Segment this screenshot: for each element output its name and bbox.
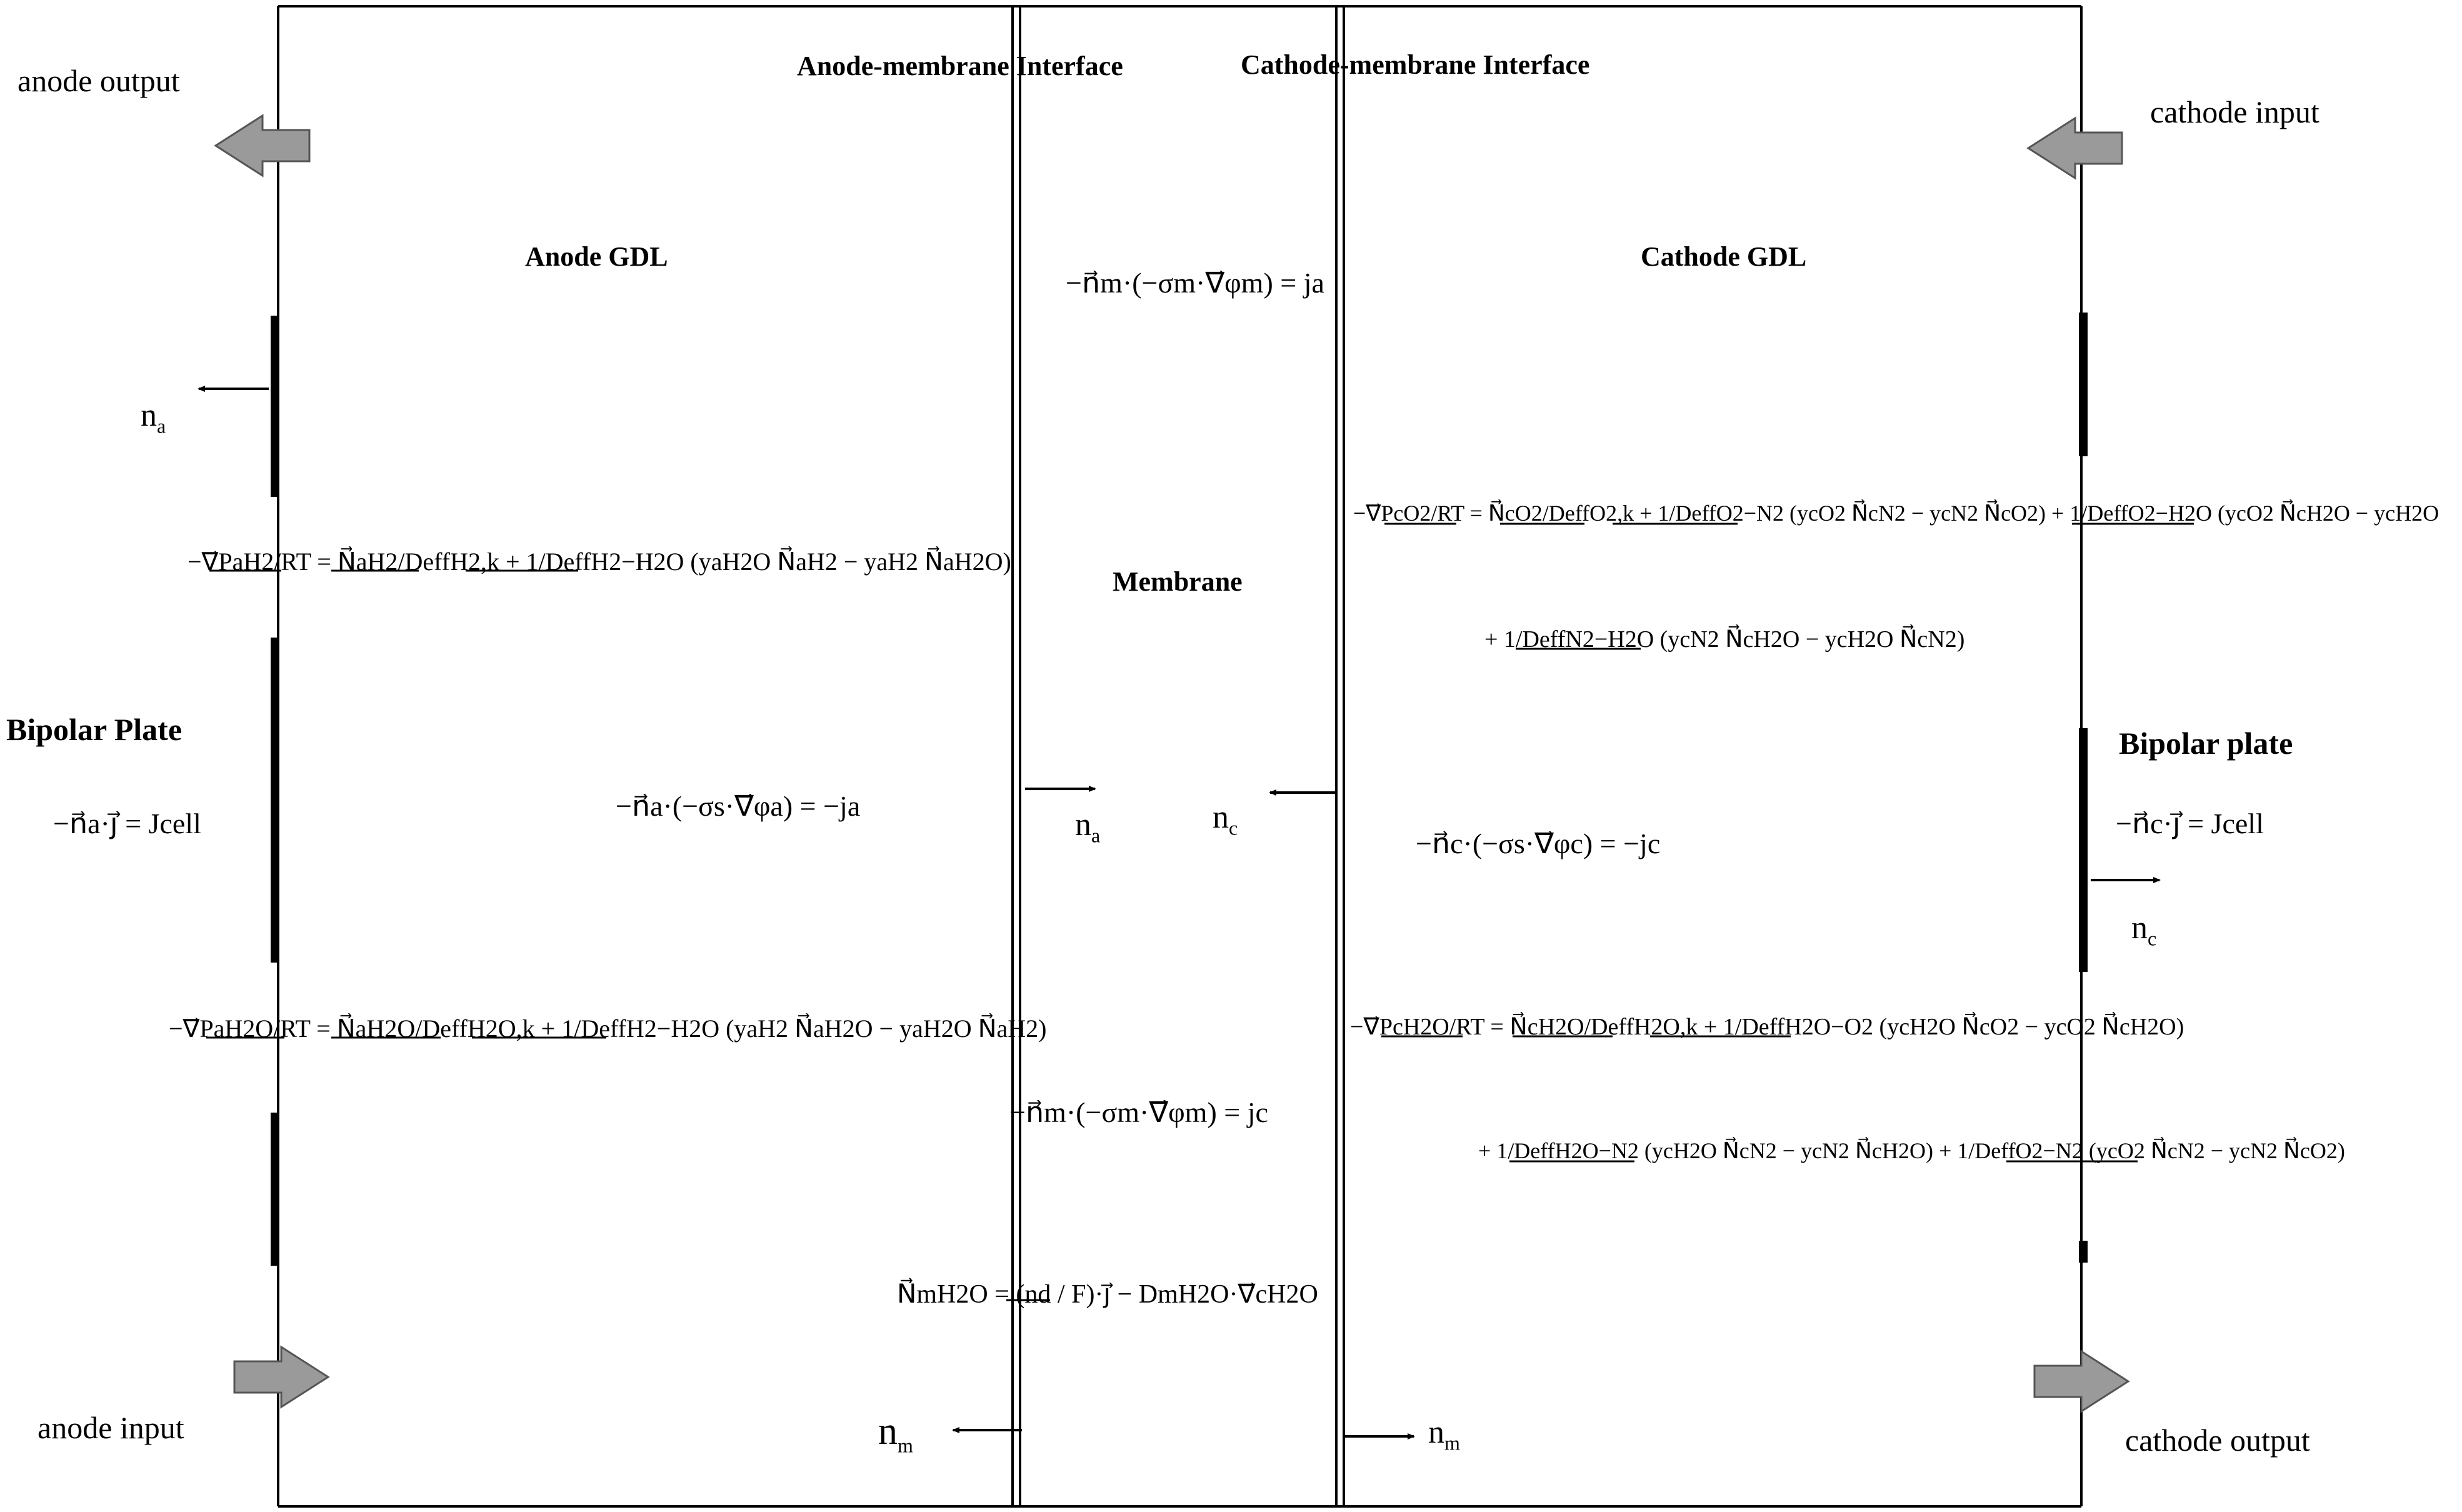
n-m-cathode-label: $n_m$ (1428, 1414, 1460, 1454)
anode-gdl-label: Anode GDL (525, 241, 668, 272)
cathode-current-bc: −n⃗c·j⃗ = Jcell (2116, 808, 2264, 839)
cathode-input-arrow (2028, 118, 2122, 178)
membrane-potential-bc-top: −n⃗m·(−σm·∇⃗φm) = ja (1066, 267, 1324, 299)
anode-input-label: anode input (38, 1410, 184, 1445)
anode-output-arrow (216, 116, 309, 176)
n-a-interface-label: $n_a$ (1075, 807, 1101, 847)
cathode-potential-bc: −n⃗c·(−σs·∇⃗φc) = −jc (1416, 828, 1661, 859)
cathode-output-arrow (2034, 1351, 2128, 1411)
cathode-h2o-flux-line-2: + 1/DeffH2O−N2 (ycH2O N⃗cN2 − ycN2 N⃗cH2O) + 1/DeffO2−N2 (ycO2 N⃗cN2 − ycN2 N⃗cO2) (1478, 1138, 2345, 1163)
anode-input-arrow (234, 1347, 328, 1407)
cathode-membrane-interface-label: Cathode-membrane Interface (1241, 49, 1590, 80)
bipolar-plate-left-label: Bipolar Plate (6, 712, 183, 747)
anode-h2o-flux: −∇⃗PaH2O/RT = N⃗aH2O/DeffH2O,k + 1/DeffH2−H2O (yaH2 N⃗aH2O − yaH2O N⃗aH2) (169, 1014, 1047, 1043)
anode-output-label: anode output (18, 63, 180, 98)
n-c-plate-label: $n_c$ (2131, 910, 2157, 950)
n-c-interface-label: $n_c$ (1213, 799, 1238, 839)
anode-potential-bc: −n⃗a·(−σs·∇⃗φa) = −ja (616, 790, 861, 822)
bipolar-plate-right-label: Bipolar plate (2119, 726, 2293, 761)
cathode-output-label: cathode output (2125, 1423, 2310, 1458)
cathode-h2o-flux-line-1: −∇⃗PcH2O/RT = N⃗cH2O/DeffH2O,k + 1/DeffH2O−O2 (ycH2O N⃗cO2 − ycO2 N⃗cH2O) (1350, 1014, 2184, 1040)
membrane-potential-bc-bottom: −n⃗m·(−σm·∇⃗φm) = jc (1009, 1096, 1268, 1128)
cathode-gdl-label: Cathode GDL (1641, 241, 1807, 272)
membrane-water-flux: N⃗mH2O = (nd / F)·j⃗ − DmH2O·∇⃗cH2O (897, 1280, 1318, 1309)
anode-membrane-interface-label: Anode-membrane Interface (797, 51, 1123, 81)
anode-current-bc: −n⃗a·j⃗ = Jcell (53, 808, 201, 839)
n-m-anode-label: $n_m$ (878, 1410, 913, 1457)
n-a-plate-label: $n_a$ (141, 398, 166, 438)
cathode-o2-flux-line-1: −∇⃗PcO2/RT = N⃗cO2/DeffO2,k + 1/DeffO2−N2 (ycO2 N⃗cN2 − ycN2 N⃗cO2) + 1/DeffO2−H2O (ycO2 N⃗cH2O − ycH2O (1353, 501, 2439, 526)
anode-h2-flux: −∇⃗PaH2/RT = N⃗aH2/DeffH2,k + 1/DeffH2−H2O (yaH2O N⃗aH2 − yaH2 N⃗aH2O) (188, 548, 1011, 576)
cathode-o2-flux-line-2: + 1/DeffN2−H2O (ycN2 N⃗cH2O − ycH2O N⃗cN2) (1484, 626, 1965, 653)
cathode-input-label: cathode input (2150, 94, 2319, 129)
membrane-label: Membrane (1113, 566, 1243, 597)
